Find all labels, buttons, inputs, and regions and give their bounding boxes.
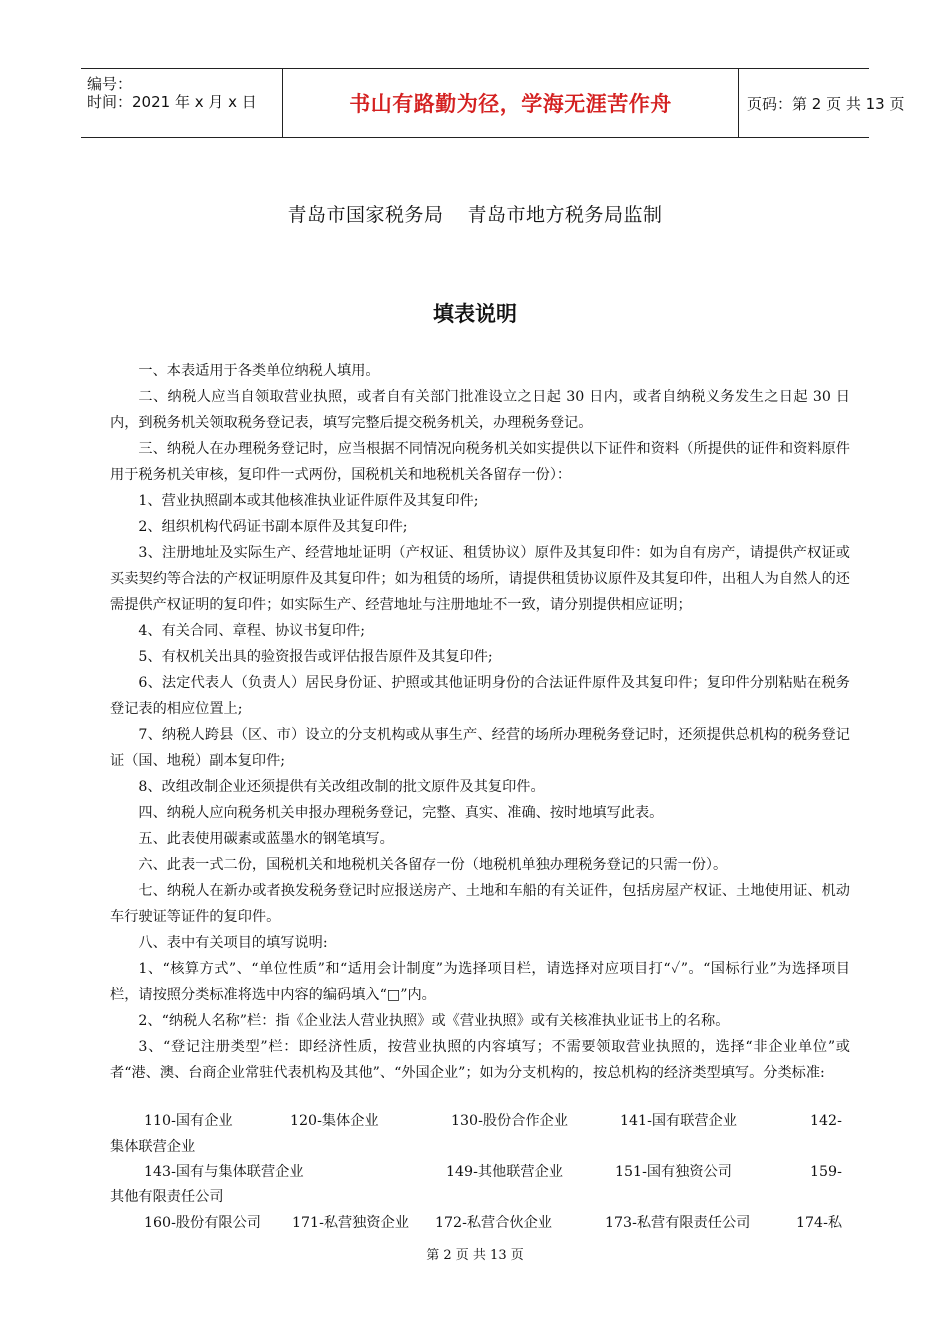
paragraph: 7、纳税人跨县（区、市）设立的分支机构或从事生产、经营的场所办理税务登记时，还须提供总机构的税务登记证（国、地税）副本复印件; [110, 727, 850, 769]
agency-line [0, 200, 950, 227]
paragraph: 三、纳税人在办理税务登记时，应当根据不同情况向税务机关如实提供以下证件和资料（所提供的证件和资料原件用于税务机关审核，复印件一式两份，国税机关和地税机关各留存一份）： [110, 441, 850, 483]
paragraph: 3、“登记注册类型”栏：即经济性质，按营业执照的内容填写；不需要领取营业执照的，选择“非企业单位”或者“港、澳、台商企业常驻代表机构及其他”、“外国企业”；如为分支机构的，按总机构的经济类型填写。分类标准: [110, 1039, 850, 1081]
paragraph: 四、纳税人应向税务机关申报办理税务登记，完整、真实、准确、按时地填写此表。 [138, 805, 664, 821]
code-item: 171-私营独资企业 [292, 1215, 409, 1231]
paragraph: 8、改组改制企业还须提供有关改组改制的批文原件及其复印件。 [138, 779, 545, 795]
paragraph: 2、组织机构代码证书副本原件及其复印件; [138, 519, 408, 535]
instructions-body [110, 358, 850, 1086]
agency-right: 青岛市地方税务局监制 [467, 204, 663, 226]
code-item: 143-国有与集体联营企业 [144, 1164, 304, 1180]
paragraph: 6、法定代表人（负责人）居民身份证、护照或其他证明身份的合法证件原件及其复印件；复印件分别粘贴在税务登记表的相应位置上; [110, 675, 850, 717]
code-row-1 [110, 1108, 850, 1134]
paragraph: 1、营业执照副本或其他核准执业证件原件及其复印件; [138, 493, 479, 509]
paragraph: 2、“纳税人名称”栏：指《企业法人营业执照》或《营业执照》或有关核准执业证书上的名称。 [138, 1013, 730, 1029]
code-row-3 [110, 1210, 850, 1236]
code-item: 159- [810, 1164, 842, 1180]
paragraph: 5、有权机关出具的验资报告或评估报告原件及其复印件; [138, 649, 493, 665]
page-footer: 第 2 页 共 13 页 [426, 1248, 524, 1263]
code-item: 151-国有独资公司 [615, 1164, 732, 1180]
paragraph: 八、表中有关项目的填写说明: [138, 935, 328, 951]
motto-text: 书山有路勤为径，学海无涯苦作舟 [349, 92, 672, 116]
paragraph: 3、注册地址及实际生产、经营地址证明（产权证、租赁协议）原件及其复印件：如为自有房产，请提供产权证或买卖契约等合法的产权证明原件及其复印件；如为租赁的场所，请提供租赁协议原件及其复印件，出租人为自然人的还需提供产权证明的复印件；如实际生产、经营地址与注册地址不一致，请分别提供相应证明； [110, 545, 850, 613]
number-label: 编号： [87, 75, 133, 93]
paragraph: 六、此表一式二份，国税机关和地税机关各留存一份（地税机单独办理税务登记的只需一份）。 [138, 857, 728, 873]
paragraph: 1、“核算方式”、“单位性质”和“适用会计制度”为选择项目栏，请选择对应项目打“✓”。“国标行业”为选择项目栏，请按照分类标准将选中内容的编码填入“□”内。 [110, 961, 850, 1003]
code-item: 173-私营有限责任公司 [605, 1215, 751, 1231]
date-label: 时间：2021 年 x 月 x 日 [87, 93, 257, 111]
paragraph: 五、此表使用碳素或蓝墨水的钢笔填写。 [138, 831, 394, 847]
page-info: 页码：第 2 页 共 13 页 [747, 94, 905, 113]
code-item: 142- [810, 1113, 842, 1129]
header-motto-cell [282, 69, 739, 137]
code-row-2 [110, 1159, 850, 1185]
code-item: 174-私 [796, 1215, 843, 1231]
paragraph: 七、纳税人在新办或者换发税务登记时应报送房产、土地和车船的有关证件，包括房屋产权证、土地使用证、机动车行驶证等证件的复印件。 [110, 883, 850, 925]
header-meta-cell [81, 69, 281, 137]
code-item: 120-集体企业 [290, 1113, 379, 1129]
code-item: 130-股份合作企业 [451, 1113, 568, 1129]
paragraph: 4、有关合同、章程、协议书复印件; [138, 623, 366, 639]
paragraph: 二、纳税人应当自领取营业执照，或者自有关部门批准设立之日起 30 日内，或者自纳税义务发生之日起 30 日内，到税务机关领取税务登记表，填写完整后提交税务机关，办理税务登记。 [110, 389, 850, 431]
code-row-2-continuation: 其他有限责任公司 [110, 1189, 224, 1205]
document-header [81, 68, 905, 138]
code-item: 149-其他联营企业 [446, 1164, 563, 1180]
agency-left: 青岛市国家税务局 [287, 204, 444, 226]
code-item: 110-国有企业 [144, 1113, 233, 1129]
code-item: 172-私营合伙企业 [435, 1215, 552, 1231]
code-item: 141-国有联营企业 [620, 1113, 737, 1129]
code-row-1-continuation: 集体联营企业 [110, 1139, 196, 1155]
paragraph: 一、本表适用于各类单位纳税人填用。 [138, 363, 380, 379]
page-title: 填表说明 [433, 302, 517, 326]
code-item: 160-股份有限公司 [144, 1215, 261, 1231]
